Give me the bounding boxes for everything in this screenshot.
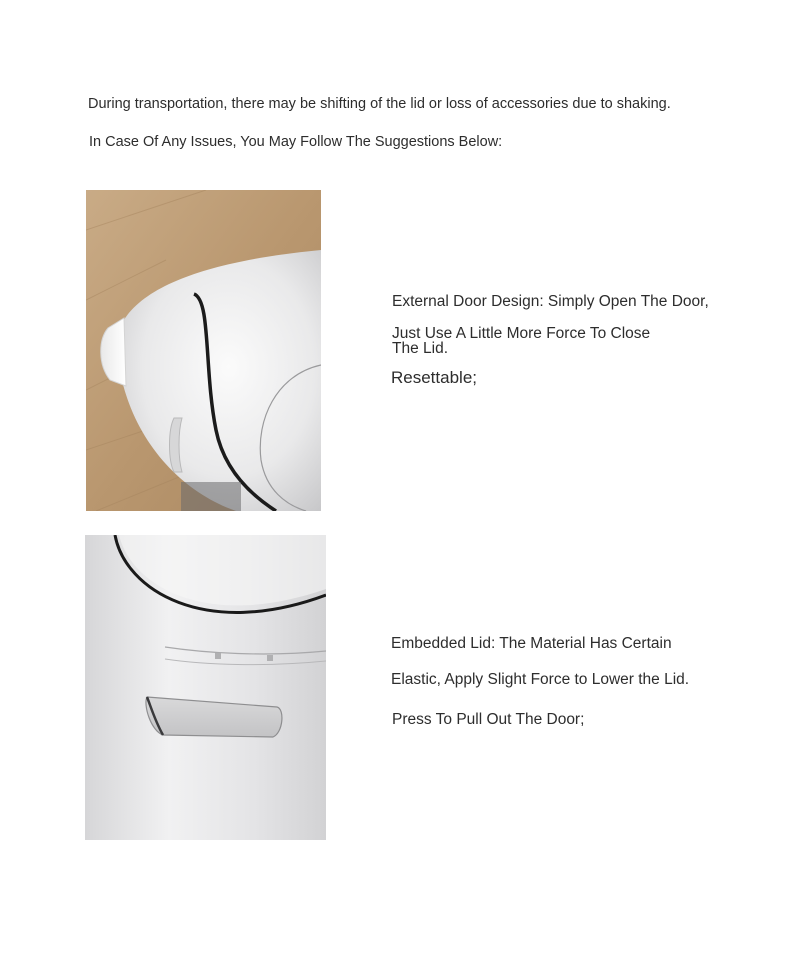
intro-text-1: During transportation, there may be shifting of the lid or loss of accessories due to shaking. [88,96,671,112]
section1-line3: The Lid. [392,340,449,357]
section1-line1: External Door Design: Simply Open The Door, [392,293,709,310]
section1-line2: Just Use A Little More Force To Close [392,325,651,342]
section2-line1: Embedded Lid: The Material Has Certain [391,635,672,652]
intro-text-2: In Case Of Any Issues, You May Follow The Suggestions Below: [89,134,503,150]
section2-line3: Press To Pull Out The Door; [392,711,585,728]
embedded-lid-photo [85,535,326,840]
section1-line4: Resettable; [391,368,477,387]
section2-line2: Elastic, Apply Slight Force to Lower the Lid. [391,671,690,688]
external-door-photo [86,190,321,511]
